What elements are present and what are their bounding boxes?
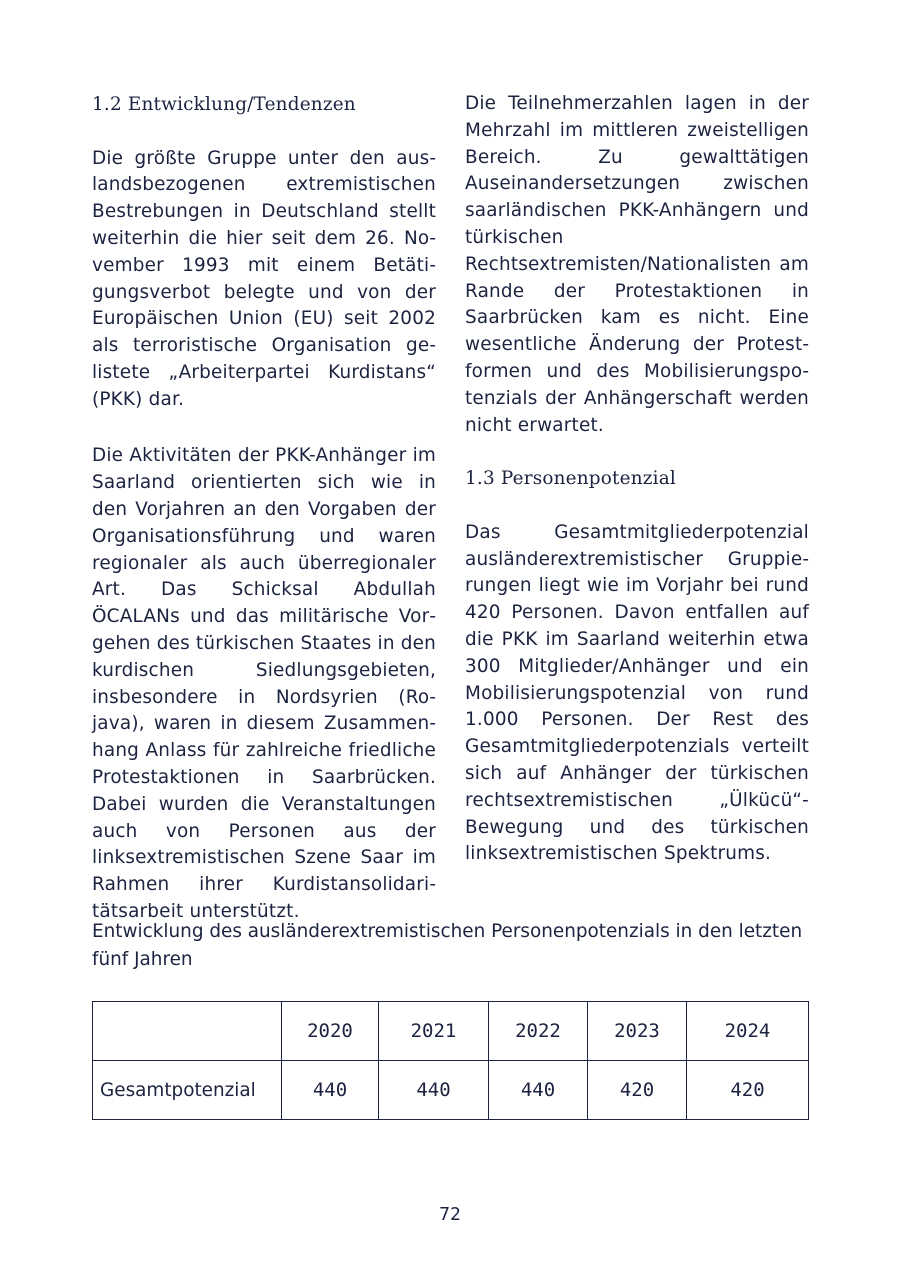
- year-header: 2024: [687, 1002, 809, 1061]
- year-header: 2020: [282, 1002, 379, 1061]
- left-column: [92, 92, 436, 926]
- page-number: 72: [439, 1204, 461, 1225]
- right-column: [465, 92, 809, 868]
- value-cell: 420: [687, 1061, 809, 1120]
- table-row: [93, 1061, 809, 1120]
- value-cell: 440: [489, 1061, 588, 1120]
- table-caption: Entwicklung des ausländerextremistischen Personenpotenzials in den letzten fünf Jahren: [92, 921, 803, 970]
- table-header-row: [93, 1002, 809, 1061]
- value-cell: 440: [282, 1061, 379, 1120]
- table-corner-cell: [93, 1002, 282, 1061]
- year-header: 2021: [379, 1002, 489, 1061]
- year-header: 2022: [489, 1002, 588, 1061]
- section-heading-1-3: 1.3 Personenpotenzial: [465, 468, 676, 490]
- value-cell: 440: [379, 1061, 489, 1120]
- year-header: 2023: [588, 1002, 687, 1061]
- value-cell: 420: [588, 1061, 687, 1120]
- paragraph-pkk-activities: Die Aktivitäten der PKK-Anhänger im Saarland orientierten sich wie in den Vorjahren an den Vorgaben der Organisationsführung und waren regionaler als auch überregionaler Art. Das Schicksal Abdullah ÖCALANs und das militärische Vorgehen des türkischen Staates in den kurdischen Siedlungsgebieten, insbesondere in Nordsyrien (Rojava), waren in diesem Zusammenhang Anlass für zahlreiche friedliche Protestaktionen in Saarbrücken. Dabei wurden die Veranstaltungen auch von Personen aus der linksextremistischen Szene Saar im Rahmen ihrer Kurdistansolidaritätsarbeit unterstützt.: [92, 445, 436, 922]
- row-label: Gesamtpotenzial: [93, 1061, 282, 1120]
- paragraph-pkk-intro: Die größte Gruppe unter den auslandsbezogenen extremistischen Bestrebungen in Deutschland stellt weiterhin die hier seit dem 26. November 1993 mit einem Betätigungsverbot belegte und von der Europäischen Union (EU) seit 2002 als terroristische Organisation gelistete „Arbeiterpartei Kurdistans“ (PKK) dar.: [92, 147, 436, 410]
- paragraph-personnel-potential: Das Gesamtmitgliederpotenzial ausländerextremistischer Gruppierungen liegt wie im Vorjahr bei rund 420 Personen. Davon entfallen auf die PKK im Saarland weiterhin etwa 300 Mitglieder/Anhänger und ein Mobilisierungspotenzial von rund 1.000 Personen. Der Rest des Gesamtmitgliederpotenzials verteilt sich auf Anhänger der türkischen rechtsextremistischen „Ülkücü“-Bewegung und des türkischen linksextremistischen Spektrums.: [465, 521, 809, 865]
- section-heading-1-2: 1.2 Entwicklung/Tendenzen: [92, 94, 356, 115]
- paragraph-participants: Die Teilnehmerzahlen lagen in der Mehrzahl im mittleren zweistelligen Bereich. Zu gewalttätigen Auseinandersetzungen zwischen saarländischen PKK-Anhängern und türkischen Rechtsextremisten/Nationalisten am Rande der Protestaktionen in Saarbrücken kam es nicht. Eine wesentliche Änderung der Protestformen und des Mobilisierungspotenzials der Anhängerschaft werden nicht erwartet.: [465, 93, 809, 436]
- personnel-potential-table: [92, 1001, 809, 1120]
